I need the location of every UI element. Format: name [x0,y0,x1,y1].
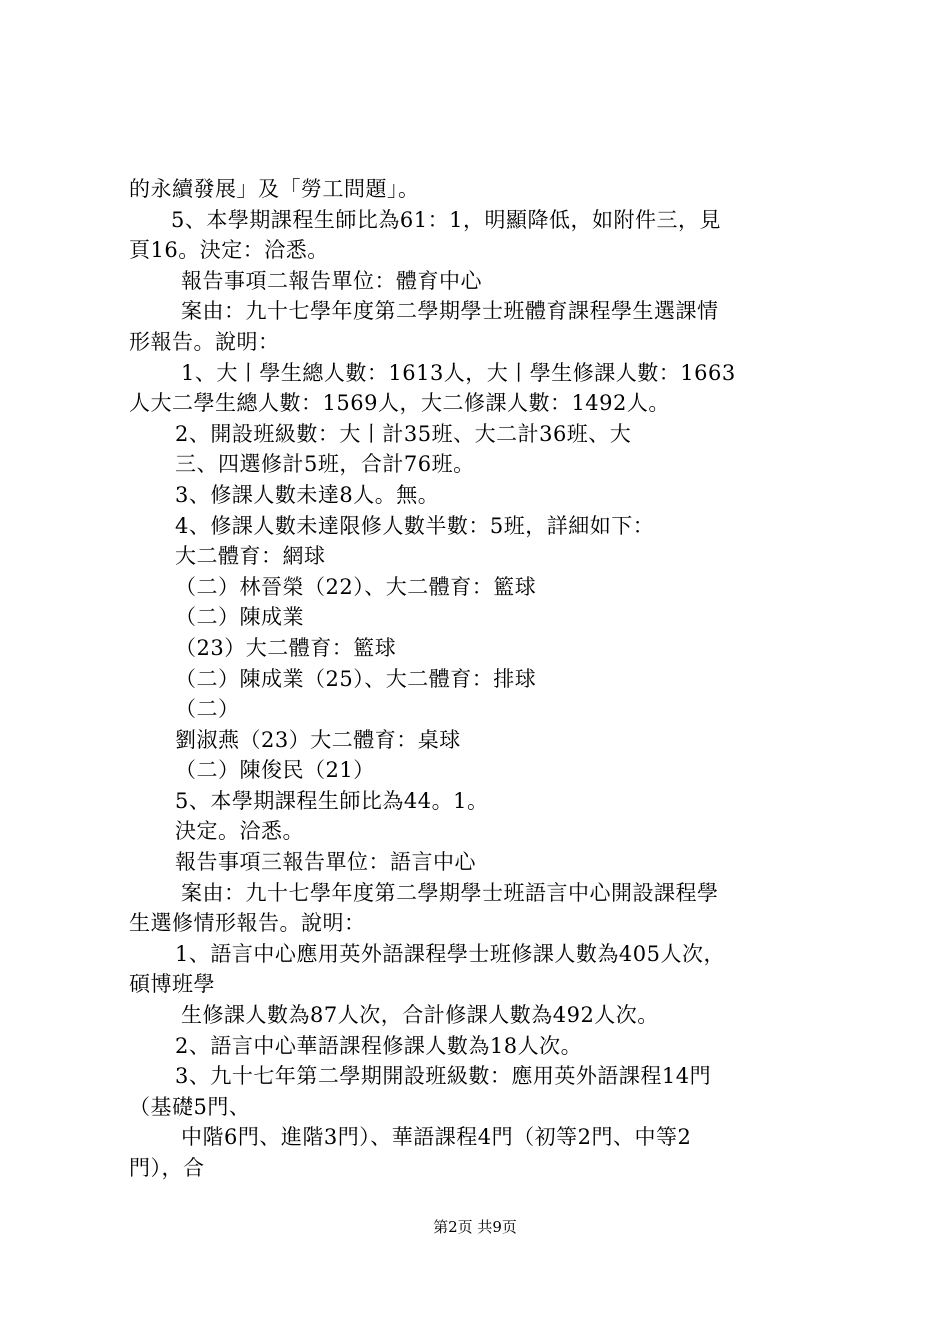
text-line: （二）陳成業 [175,605,304,630]
text-line: 大二體育：網球 [175,544,326,569]
text-line: 的永續發展」及「勞工問題」。 [129,177,420,201]
page-footer: 第2页 共9页 [433,1218,517,1236]
text-line: （二）陳成業（25）、大二體育：排球 [175,666,537,691]
text-line: 劉淑燕（23）大二體育：桌球 [175,727,461,752]
text-line: （二）林晉榮（22）、大二體育：籃球 [175,574,537,599]
text-line: 生選修情形報告。說明： [129,911,366,936]
text-line: 決定。洽悉。 [175,819,304,844]
text-line: 3、九十七年第二學期開設班級數：應用英外語課程14門 [175,1064,712,1089]
text-line: 形報告。說明： [129,329,280,354]
text-line: 5、本學期課程生師比為44。1。 [175,788,489,813]
text-line: 2、語言中心華語課程修課人數為18人次。 [175,1033,583,1058]
document-body [129,174,835,1184]
text-line: 三、四選修計5班，合計76班。 [175,452,475,477]
text-line: 報告事項三報告單位：語言中心 [175,850,476,875]
text-line: 碩博班學 [129,972,215,997]
text-line: （二） [175,697,240,722]
text-line: 門），合 [129,1156,205,1180]
text-line: 報告事項二報告單位：體育中心 [181,268,482,293]
text-line: 頁16。決定：洽悉。 [129,238,329,263]
text-line: 中階6門、進階3門）、華語課程4門（初等2門、中等2 [181,1125,692,1150]
text-line: 生修課人數為87人次，合計修課人數為492人次。 [181,1003,659,1028]
text-line: （基礎5門、 [129,1094,251,1119]
text-line: 2、開設班級數：大丨計35班、大二計36班、大 [175,421,632,446]
text-line: 人大二學生總人數：1569人，大二修課人數：1492人。 [129,391,670,416]
text-line: （二）陳俊民（21） [175,758,375,783]
text-line: 5、本學期課程生師比為61：1，明顯降低，如附件三，見 [171,207,721,232]
text-line: 案由：九十七學年度第二學期學士班體育課程學生選課情 [181,299,719,324]
text-line: 3、修課人數未達8人。無。 [175,482,440,507]
text-line: （23）大二體育：籃球 [175,635,397,660]
text-line: 案由：九十七學年度第二學期學士班語言中心開設課程學 [181,880,719,905]
text-line: 1、大丨學生總人數：1613人，大丨學生修課人數：1663 [181,360,736,385]
text-line: 1、語言中心應用英外語課程學士班修課人數為405人次， [175,941,725,966]
text-line: 4、修課人數未達限修人數半數：5班，詳細如下： [175,513,655,538]
